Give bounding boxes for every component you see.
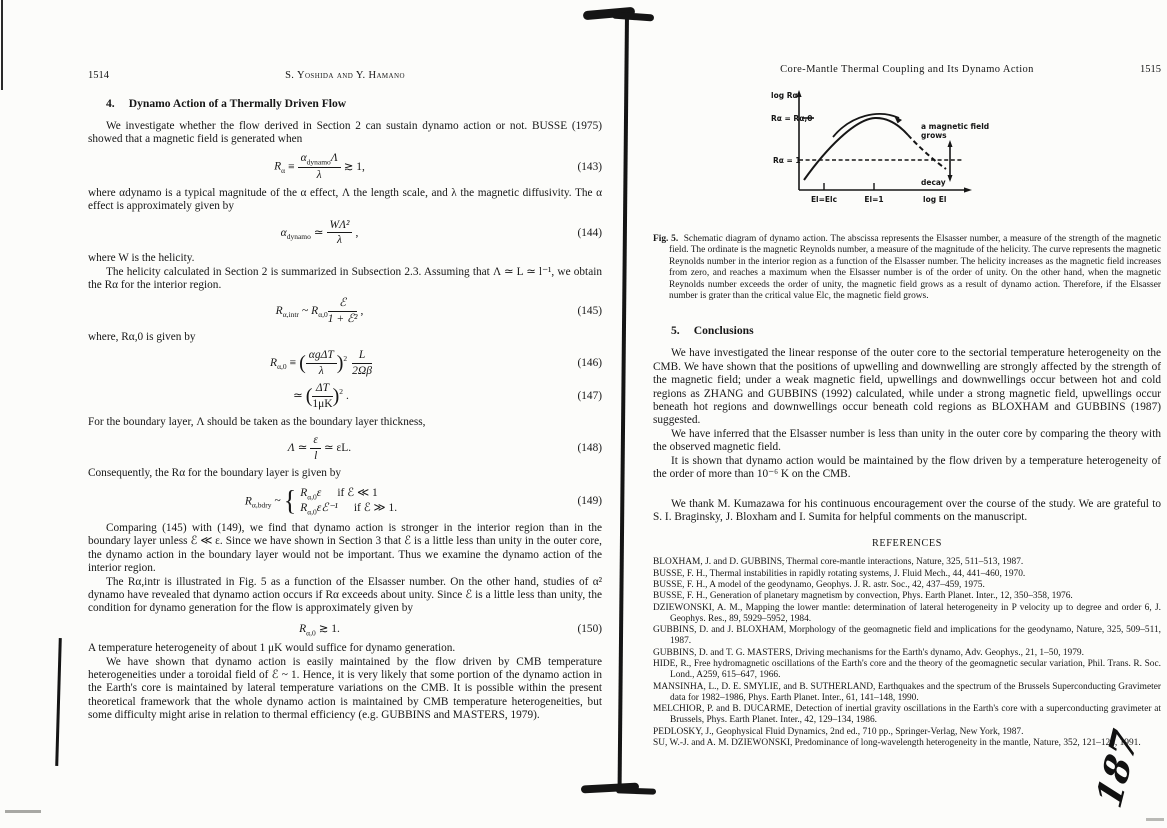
dynamo-action-schematic [771,85,1021,217]
reference-item: BUSSE, F. H., Thermal instabilities in rapidly rotating systems, J. Fluid Mech., 44, 441–460, 1970. [653,568,1026,579]
equation-146: $R_{\alpha,0}$ ≡ ( $\frac{\text{αgΔT}}{\lambda}$ )$^2$ $\frac{L}{2\Omega\beta}$ (146) [270,349,602,377]
binding-shadow-line [618,14,629,790]
figure-label: Fig. 5. [653,234,679,244]
reference-item: BLOXHAM, J. and D. GUBBINS, Thermal core-mantle interactions, Nature, 325, 511–513, 1987. [653,557,1024,568]
left-running-head: S. Yoshida and Y. Hamano [285,70,405,81]
equation-number: (146) [577,357,602,370]
equation-148: Λ ≃ $\frac{\varepsilon}{l}$ ≃ εL. (148) [287,433,602,462]
reference-item: GUBBINS, D. and J. BLOXHAM, Morphology of the geomagnetic field and implications for the geodynamo, Nature, 325, 509–511, 1987. [653,625,1161,647]
equation-145: $R_{\alpha,intr}$ ~ $R_{\alpha,0}$ $\frac{\text{ℰ}}{\text{1 + ℰ²}}$ , (145) [275,297,602,325]
equation-150: $R_{\alpha,0}$ ≳ 1. (150) [299,622,602,638]
x-axis-label: log El [923,195,947,204]
references-heading: REFERENCES [872,538,942,550]
reference-list [653,557,1161,749]
right-page-number: 1515 [1140,64,1161,75]
reference-item: GUBBINS, D. and T. G. MASTERS, Driving mechanisms for the Earth's dynamo, Adv. Geophys., 21, 1–50, 1979. [653,647,1084,658]
equation-149: $R_{\alpha,bdry}$ ~ { $R_{\alpha,0}\varepsilon$ if ℰ ≪ 1 $R_{\alpha,0}\varepsilon ℰ^{-1}$ if ℰ ≫ 1. (149) [244,484,602,517]
reynolds-number-curve-solid [804,118,908,180]
reference-item: BUSSE, F. H., Generation of planetary magnetism by convection, Phys. Earth Planet. Inter., 12, 350–358, 1976. [653,591,1073,602]
reference-item: HIDE, R., Free hydromagnetic oscillations of the Earth's core and the theory of the geomagnetic secular variation, Phil. Trans. R. Soc. Lond., A259, 615–647, 1966. [653,658,1161,681]
equation-number: (144) [577,226,602,239]
paragraph: A temperature heterogeneity of about 1 μK would suffice for dynamo generation. [88,642,456,655]
paragraph: Comparing (145) with (149), we find that dynamo action is stronger in the interior region than in the boundary layer unless ℰ ≪ ε. Since we have shown in Section 3 that ℰ is a little less than unity in the outer core, the dynamo action in the boundary layer would not be important. Thus we examine the dynamo action of the interior region. [88,522,602,575]
section-4-heading: 4. Dynamo Action of a Thermally Driven Flow [106,97,347,110]
left-page-header [88,70,602,81]
ytick-ra0-label: Rα = Rα,0 [771,114,813,123]
equation-number: (150) [577,622,602,635]
left-page-number: 1514 [88,70,109,81]
figure-5-caption: Fig. 5. Schematic diagram of dynamo action. The abscissa represents the Elsasser number, a measure of the strength of the magnetic field. The ordinate is the magnetic Reynolds number, a measure of the magnitude of the helicity. The curve represents the magnetic Reynolds number in the interior region as a function of the Elsasser number. The helicity increases as the magnetic field increases from zero, and reaches a maximum when the Elsasser number is of the order of unity. On the other hand, when the magnetic Reynolds number exceeds the order of unity, the magnetic field grows as a result of dynamo action. Therefore, if the Elsasser number is grater than the critical value Elc, the magnetic field grows. [653,234,1161,302]
scan-mark-top [612,12,654,22]
paragraph: where, Rα,0 is given by [88,330,196,343]
paragraph: We have inferred that the Elsasser number is less than unity in the outer core by comparing the theory with the observed magnetic field. [653,427,1161,454]
xtick-el1-label: El=1 [864,195,884,204]
paragraph: We have investigated the linear response of the outer core to the sectorial temperature heterogeneity on the CMB. We have shown that the positions of upwelling and downwelling are strongly affected by the strength of the magnetic field; under a weak magnetic field, upwellings and downwellings occur between hot and cold regions as ZHANG and GUBBINS (1992) calculated, while under a strong magnetic field, upwellings occur beneath hot regions and downwellings occur beneath cold regions as BLOXHAM and GUBBINS (1987) suggested. [653,347,1161,427]
reference-item: PEDLOSKY, J., Geophysical Fluid Dynamics, 2nd ed., 710 pp., Springer-Verlag, New York, 1987. [653,726,1024,737]
right-page-header [653,64,1161,75]
reference-item: SU, W.-J. and A. M. DZIEWONSKI, Predominance of long-wavelength heterogeneity in the mantle, Nature, 352, 121–126, 1991. [653,738,1141,749]
paragraph: We investigate whether the flow derived in Section 2 can sustain dynamo action or not. BUSSE (1975) showed that a magnetic field is generated when [88,120,602,146]
paragraph: It is shown that dynamo action would be maintained by the flow driven by a temperature heterogeneity of the order of more than 10⁻⁶ K on the CMB. [653,454,1161,481]
equation-147: ≃ ( $\frac{\Delta T}{1\mu K}$ )$^2$ . (147) [293,382,602,410]
equation-number: (148) [577,442,602,455]
equation-143: $R_\alpha$ ≡ $\frac{\alpha_{dynamo}\Lambda}{\lambda}$ ≳ 1, (143) [274,151,602,182]
equation-number: (145) [577,305,602,318]
reference-item: MELCHIOR, P. and B. DUCARME, Detection of inertial gravity oscillations in the Earth's core with a superconducting gravimeter at Brussels, Phys. Earth Planet. Inter., 42, 129–134, 1986. [653,704,1161,726]
acknowledgment: We thank M. Kumazawa for his continuous encouragement over the course of the study. We are grateful to S. I. Braginsky, J. Bloxham and I. Sumita for helpful comments on the manuscript. [653,497,1161,523]
x-axis-arrow [964,187,972,192]
reynolds-number-curve-dashed [908,135,946,169]
paragraph: For the boundary layer, Λ should be taken as the boundary layer thickness, [88,415,426,428]
magnetic-field-grows-label-2: grows [921,131,947,140]
equation-number: (149) [577,495,602,508]
equation-number: (143) [577,160,602,173]
handwritten-page-number: 187 [1088,724,1147,814]
reference-item: MANSINHA, L., D. E. SMYLIE, and B. SUTHERLAND, Earthquakes and the spectrum of the Brussels Superconducting Gravimeter data for 1982–1986, Phys. Earth Planet. Inter., 61, 141–148, 1990. [653,681,1161,703]
scan-smudge [1146,818,1164,821]
decay-label: decay [921,178,946,187]
xtick-elc-label: El=Elc [810,195,838,204]
paragraph: We have shown that dynamo action is easily maintained by the flow driven by CMB temperature heterogeneities under a toroidal field of ℰ ~ 1. Hence, it is very likely that some portion of the dynamo action in the Earth's core is maintained by lateral temperature variations on the CMB. It is possible within the present theoretical framework that the whole dynamo action is maintained by CMB temperature heterogeneities, but some difficulty might arise in relation to thermal efficiency (e.g. GUBBINS and MASTERS, 1979). [88,655,602,722]
paragraph: Consequently, the Rα for the boundary layer is given by [88,467,342,480]
magnetic-field-grows-label-1: a magnetic field [921,122,990,131]
equation-number: (147) [577,390,602,403]
right-running-head: Core-Mantle Thermal Coupling and Its Dynamo Action [780,64,1034,75]
paragraph: where W is the helicity. [88,252,195,265]
y-axis-label: log Rα [771,91,798,100]
growth-direction-arrow [833,114,899,137]
scan-streak-left [55,638,62,766]
paragraph: The Rα,intr is illustrated in Fig. 5 as a function of the Elsasser number. On the other hand, studies of α² dynamo have revealed that dynamo action occurs if Rα exceeds about unity. Since ℰ is a little less than unity, the condition for dynamo generation for the flow is approximately given by [88,575,602,615]
section-5-heading: 5. Conclusions [671,324,754,338]
scan-mark-bottom [616,787,656,794]
reference-item: DZIEWONSKI, A. M., Mapping the lower mantle: determination of lateral heterogeneity in P velocity up to degree and order 6, J. Geophys. Res., 89, 5929–5952, 1984. [653,602,1161,624]
page-right [653,64,1161,749]
scan-smudge [5,810,41,813]
ytick-ra1-label: Rα = 1 [773,156,801,165]
equation-144: $\alpha_{dynamo}$ ≃ $\frac{\text{WΛ²}}{\lambda}$ , (144) [280,218,602,247]
scan-edge-line [1,0,3,90]
page-left [88,70,602,723]
paragraph: The helicity calculated in Section 2 is summarized in Subsection 2.3. Assuming that Λ ≃ L ≃ l⁻¹, we obtain the Rα for the interior region. [88,265,602,291]
figure-5-diagram [771,85,1161,222]
reference-item: BUSSE, F. H., A model of the geodynamo, Geophys. J. R. astr. Soc., 42, 437–459, 1975. [653,579,985,590]
paragraph: where αdynamo is a typical magnitude of the α effect, Λ the length scale, and λ the magnetic diffusivity. The α effect is approximately given by [88,187,602,213]
